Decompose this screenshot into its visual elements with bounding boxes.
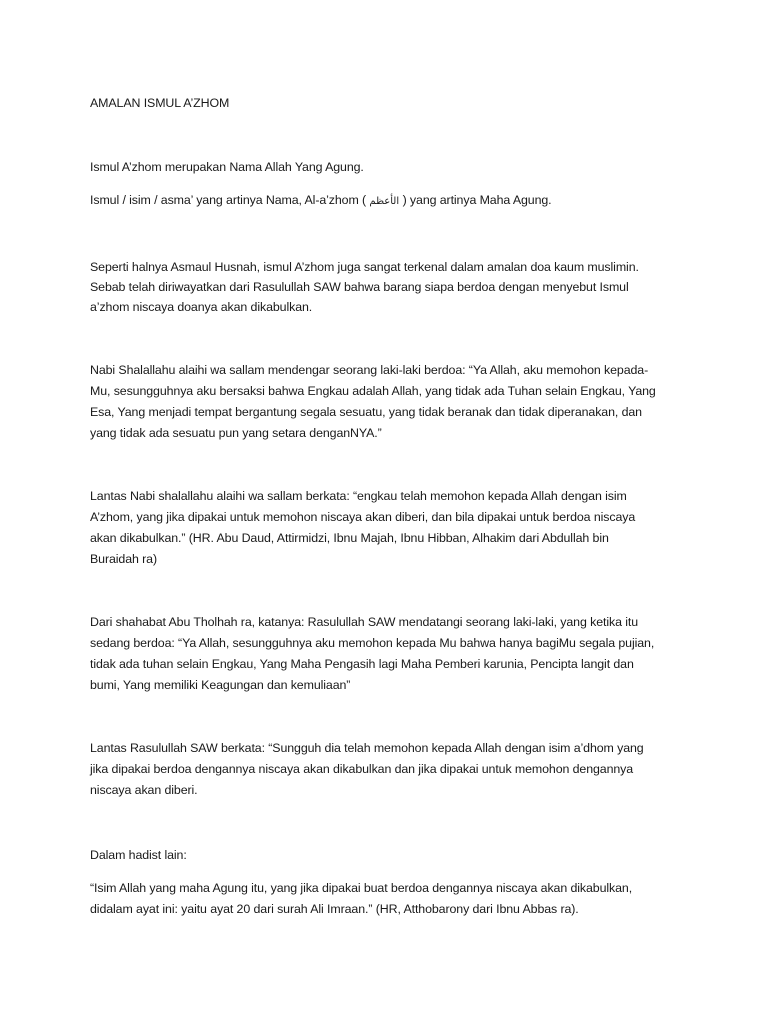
paragraph-2-line-1 [90,192,690,210]
paragraph-3-line-1: Seperti halnya Asmaul Husnah, ismul A’zhom juga sangat terkenal dalam amalan doa kaum muslimin. [90,260,639,274]
paragraph-7-line-3: niscaya akan diberi. [90,783,198,797]
paragraph-5-line-1: Lantas Nabi shalallahu alaihi wa sallam berkata: “engkau telah memohon kepada Allah dengan isim [90,489,627,503]
paragraph-5-line-2: A’zhom, yang jika dipakai untuk memohon niscaya akan diberi, dan bila dipakai untuk berdoa niscaya [90,510,636,524]
paragraph-6-line-2: sedang berdoa: “Ya Allah, sesungguhnya aku memohon kepada Mu bahwa hanya bagiMu segala pujian, [90,636,655,650]
paragraph-5-line-3: akan dikabulkan.” (HR. Abu Daud, Attirmidzi, Ibnu Majah, Ibnu Hibban, Alhakim dari Abdullah bin [90,531,609,545]
paragraph-7-line-1: Lantas Rasulullah SAW berkata: “Sungguh dia telah memohon kepada Allah dengan isim a’dhom yang [90,741,644,755]
paragraph-1-line-1: Ismul A’zhom merupakan Nama Allah Yang Agung. [90,160,364,174]
paragraph-4-line-4: yang tidak ada sesuatu pun yang setara denganNYA.” [90,426,382,440]
paragraph-3-line-2: Sebab telah diriwayatkan dari Rasulullah SAW bahwa barang siapa berdoa dengan menyebut Ismul [90,280,629,294]
paragraph-8-line-1: Dalam hadist lain: [90,848,187,862]
paragraph-6-line-4: bumi, Yang memiliki Keagungan dan kemuliaan” [90,678,351,692]
paragraph-9-line-1: “Isim Allah yang maha Agung itu, yang jika dipakai buat berdoa dengannya niscaya akan dikabulkan, [90,881,633,895]
paragraph-2-text-before: Ismul / isim / asma’ yang artinya Nama, Al-a’zhom ( [90,193,370,207]
document-title: AMALAN ISMUL A’ZHOM [90,96,230,110]
paragraph-4-line-2: Mu, sesungguhnya aku bersaksi bahwa Engkau adalah Allah, yang tidak ada Tuhan selain Engkau, Yang [90,384,656,398]
paragraph-3-line-3: a’zhom niscaya doanya akan dikabulkan. [90,300,313,314]
paragraph-4-line-1: Nabi Shalallahu alaihi wa sallam mendengar seorang laki-laki berdoa: “Ya Allah, aku memohon kepada- [90,363,649,377]
paragraph-6-line-3: tidak ada tuhan selain Engkau, Yang Maha Pengasih lagi Maha Pemberi karunia, Pencipta langit dan [90,657,634,671]
arabic-term: الأعظم [369,196,400,207]
paragraph-4-line-3: Esa, Yang menjadi tempat bergantung segala sesuatu, yang tidak beranak dan tidak diperanakan, dan [90,405,642,419]
paragraph-7-line-2: jika dipakai berdoa dengannya niscaya akan dikabulkan dan jika dipakai untuk memohon dengannya [90,762,634,776]
paragraph-2-text-after: ) yang artinya Maha Agung. [399,193,552,207]
paragraph-9-line-2: didalam ayat ini: yaitu ayat 20 dari surah Ali Imraan.” (HR, Atthobarony dari Ibnu Abbas ra). [90,902,579,916]
paragraph-6-line-1: Dari shahabat Abu Tholhah ra, katanya: Rasulullah SAW mendatangi seorang laki-laki, yang ketika itu [90,615,638,629]
paragraph-5-line-4: Buraidah ra) [90,552,157,566]
